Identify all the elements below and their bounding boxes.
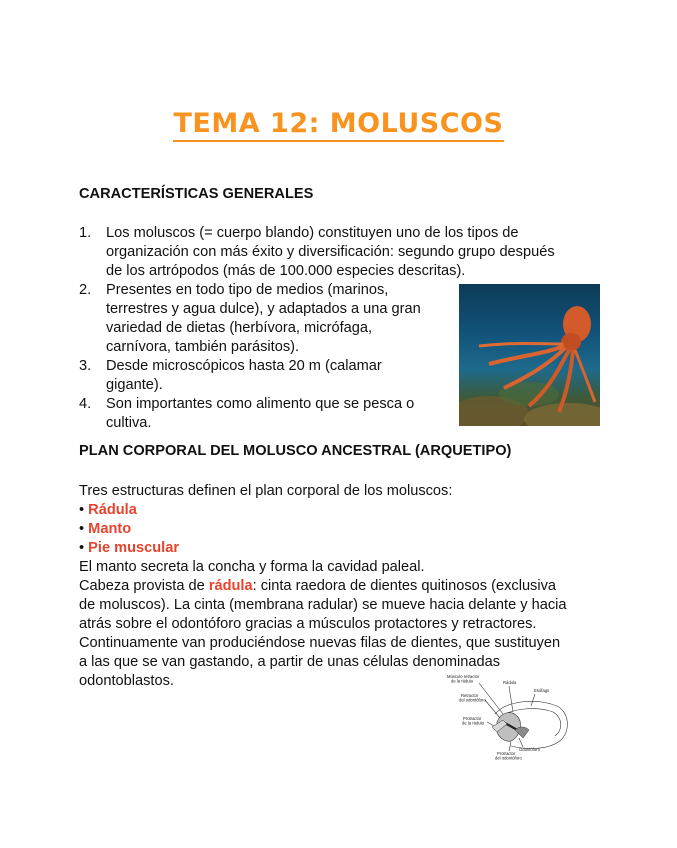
svg-text:de la rádula: de la rádula [451, 678, 473, 684]
intro-line: Tres estructuras definen el plan corporal de los moluscos: [79, 483, 453, 499]
bullet-manto: • Manto [79, 521, 132, 537]
svg-text:Rádula: Rádula [503, 680, 517, 685]
radula-paragraph: Cabeza provista de rádula: cinta raedora de dientes quitinosos (exclusiva [79, 578, 557, 594]
bullet-pie: • Pie muscular [79, 540, 180, 556]
section-heading-caracteristicas: CARACTERÍSTICAS GENERALES [79, 186, 314, 202]
radula-diagram [437, 672, 579, 764]
list-item: 4. Son importantes como alimento que se pesca o cultiva. [79, 396, 415, 431]
list-item: 3. Desde microscópicos hasta 20 m (calamar gigante). [79, 358, 382, 393]
svg-text:Odontóforo: Odontóforo [519, 747, 540, 752]
manto-line: El manto secreta la concha y forma la cavidad paleal. [79, 559, 425, 575]
bullet-radula: • Rádula [79, 502, 137, 518]
octopus-photo [459, 284, 600, 426]
section-heading-plan-corporal: PLAN CORPORAL DEL MOLUSCO ANCESTRAL (ARQUETIPO) [79, 443, 512, 459]
svg-text:Esófago: Esófago [534, 688, 550, 693]
page-title: TEMA 12: MOLUSCOS [173, 108, 505, 142]
svg-text:Protractor: Protractor [497, 751, 516, 756]
svg-text:del odontóforo: del odontóforo [459, 697, 486, 703]
svg-text:Protractor: Protractor [463, 716, 482, 721]
svg-text:Músculo retractor: Músculo retractor [447, 674, 480, 679]
svg-text:del odontóforo: del odontóforo [495, 755, 522, 761]
plan-corporal-text: Tres estructuras definen el plan corporal de los moluscos: • Rádula • Manto • Pie muscular El manto secreta la concha y forma la cavidad paleal. Cabeza provista de rádula: cinta raedora de dientes quitinosos (exclusiva de moluscos). La cinta (membrana radular) se mueve hacia delante y hacia atrás sobre el odontóforo gracias a músculos protactores y retractores. Continuamente van produciéndose nuevas filas de dientes, que sustituyen a las que se van gastando, a partir de unas células denominadas odontoblastos. [79, 482, 609, 691]
page-title-wrap [0, 108, 677, 139]
list-item: 1. Los moluscos (= cuerpo blando) constituyen uno de los tipos de organización con más éxito y diversificación: segundo grupo después de los artrópodos (más de 100.000 especies descritas). [79, 225, 555, 279]
list-item: 2. Presentes en todo tipo de medios (marinos, terrestres y agua dulce), y adaptados a una gran variedad de dietas (herbívora, micrófaga, carnívora, también parásitos). [79, 282, 421, 355]
svg-text:de la rádula: de la rádula [462, 720, 484, 726]
svg-text:Retractor: Retractor [461, 693, 479, 698]
